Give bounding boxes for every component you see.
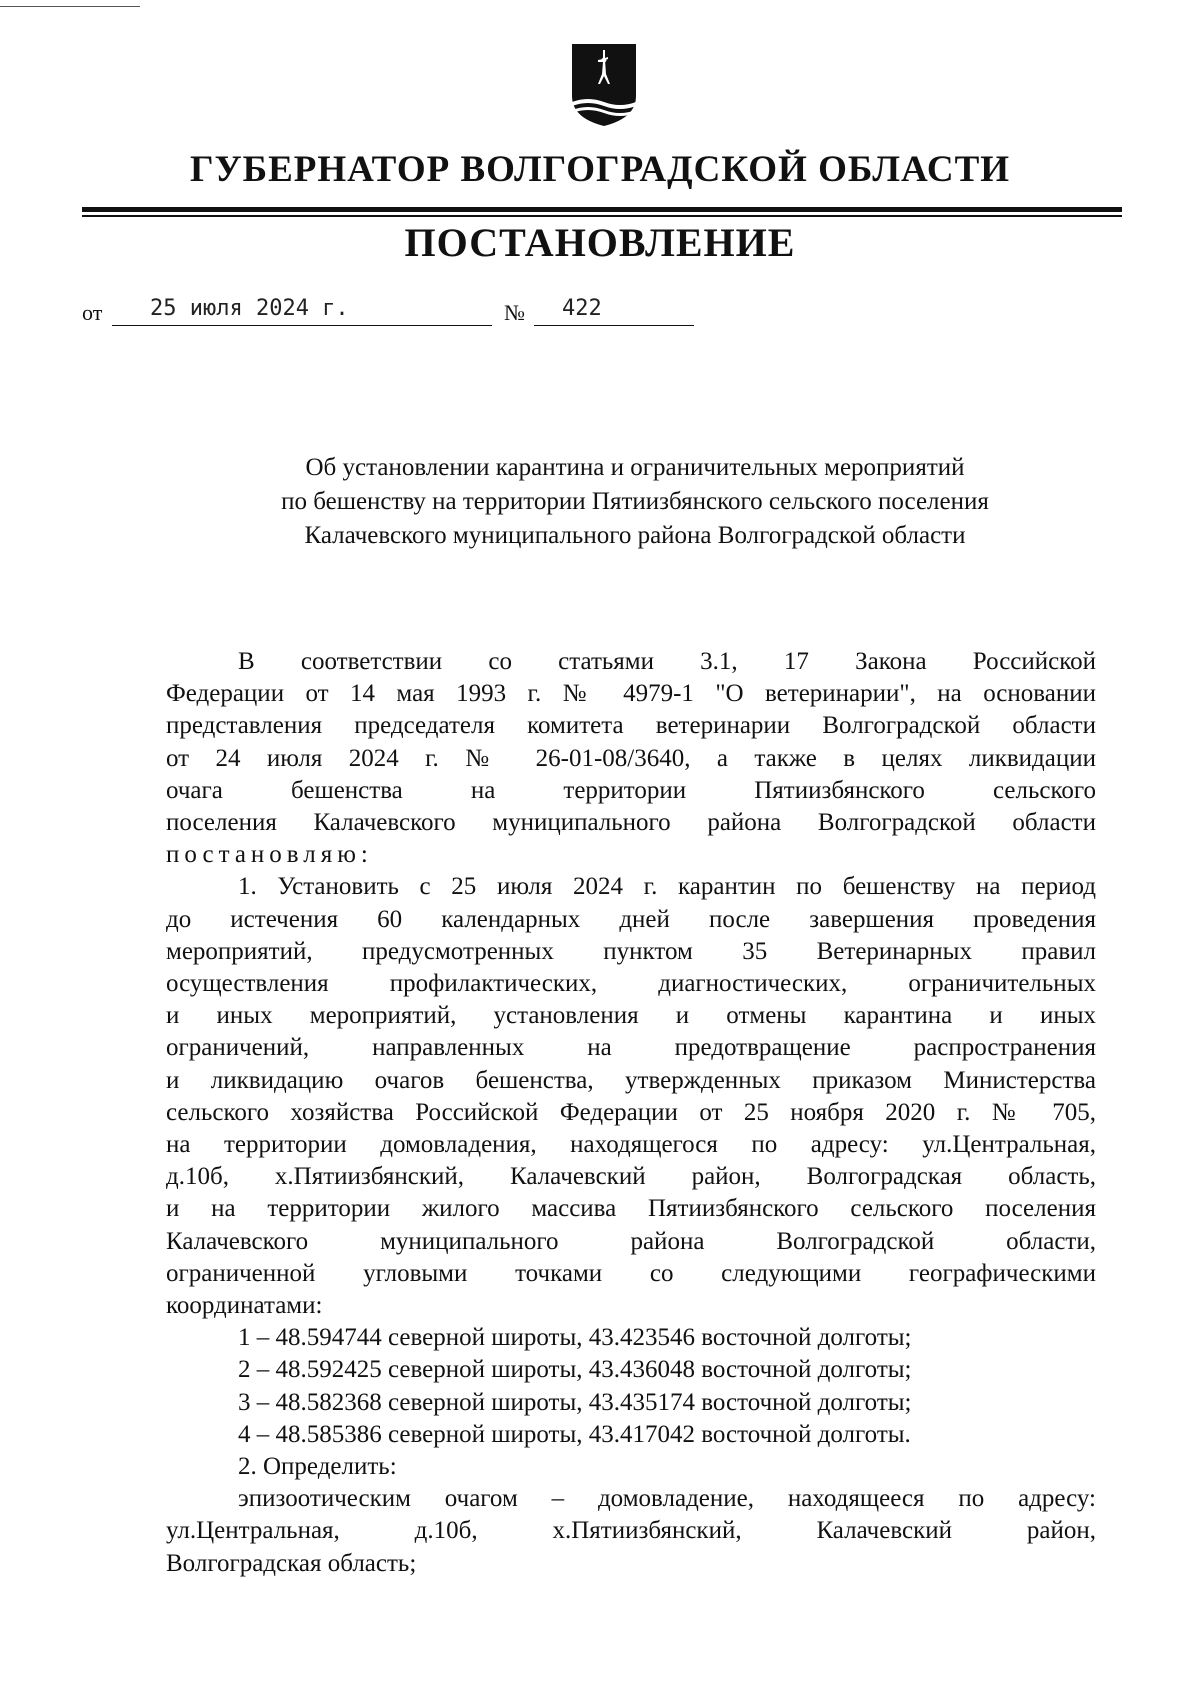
body-line: мероприятий, предусмотренных пунктом 35 Ветеринарных правил [166, 937, 1096, 965]
body-line: Волгоградская область; [166, 1549, 417, 1577]
document-subject [0, 451, 1200, 553]
header-rule-thin [82, 215, 1122, 217]
date-field [112, 295, 492, 326]
subject-line: Об установлении карантина и ограничительных мероприятий [305, 454, 965, 481]
number-field [534, 295, 694, 326]
body-line: 2. Определить: [238, 1453, 397, 1481]
body-line: поселения Калачевского муниципального района Волгоградской области [166, 809, 1096, 837]
coordinate-item: 3 – 48.582368 северной широты, 43.435174 восточной долготы; [238, 1388, 912, 1416]
body-line: от 24 июля 2024 г. № 26-01-08/3640, а также в целях ликвидации [166, 744, 1096, 772]
body-line: ограниченной угловыми точками со следующими географическими [166, 1259, 1096, 1287]
body-line: осуществления профилактических, диагностических, ограничительных [166, 970, 1096, 998]
body-line: ул.Центральная, д.10б, х.Пятиизбянский, Калачевский район, [166, 1517, 1096, 1545]
body-line: на территории домовладения, находящегося по адресу: ул.Центральная, [166, 1131, 1096, 1159]
coordinate-item: 1 – 48.594744 северной широты, 43.423546 восточной долготы; [238, 1324, 912, 1352]
body-line: и ликвидацию очагов бешенства, утвержденных приказом Министерства [166, 1066, 1096, 1094]
scan-corner-mark [0, 6, 140, 7]
body-line: Калачевского муниципального района Волгоградской области, [166, 1227, 1096, 1255]
number-label: № [504, 300, 525, 325]
body-line: сельского хозяйства Российской Федерации от 25 ноября 2020 г. № 705, [166, 1098, 1096, 1126]
volgograd-coat-of-arms-icon [568, 40, 640, 128]
number-value: 422 [562, 296, 602, 321]
coordinate-item: 4 – 48.585386 северной широты, 43.417042 восточной долготы. [238, 1420, 911, 1448]
body-line: эпизоотическим очагом – домовладение, находящееся по адресу: [238, 1485, 1096, 1513]
date-value: 25 июля 2024 г. [150, 296, 349, 321]
body-line: В соответствии со статьями 3.1, 17 Закона Российской [238, 648, 1096, 675]
coordinate-item: 2 – 48.592425 северной широты, 43.436048 восточной долготы; [238, 1356, 912, 1384]
document-type-title: ПОСТАНОВЛЕНИЕ [404, 220, 796, 265]
body-line: и иных мероприятий, установления и отмены карантина и иных [166, 1002, 1096, 1030]
body-line: представления председателя комитета ветеринарии Волгоградской области [166, 712, 1096, 740]
body-line: координатами: [166, 1292, 323, 1320]
decree-word: постановляю: [166, 841, 373, 869]
document-meta-row [0, 294, 1200, 334]
header-rule-thick [82, 207, 1122, 212]
body-line: ограничений, направленных на предотвращение распространения [166, 1034, 1096, 1062]
document-body [166, 646, 1096, 1580]
body-line: и на территории жилого массива Пятиизбянского сельского поселения [166, 1195, 1096, 1223]
body-line: д.10б, х.Пятиизбянский, Калачевский район, Волгоградская область, [166, 1163, 1096, 1191]
subject-line: по бешенству на территории Пятиизбянского сельского поселения [281, 488, 989, 515]
body-line: очага бешенства на территории Пятиизбянского сельского [166, 776, 1096, 804]
date-label: от [82, 300, 103, 325]
body-line: Федерации от 14 мая 1993 г. № 4979-1 "О ветеринарии", на основании [166, 680, 1096, 708]
body-line: 1. Установить с 25 июля 2024 г. карантин по бешенству на период [238, 873, 1096, 901]
subject-line: Калачевского муниципального района Волгоградской области [304, 522, 966, 549]
issuing-authority: ГУБЕРНАТОР ВОЛГОГРАДСКОЙ ОБЛАСТИ [189, 149, 1011, 190]
body-line: до истечения 60 календарных дней после завершения проведения [166, 905, 1096, 933]
